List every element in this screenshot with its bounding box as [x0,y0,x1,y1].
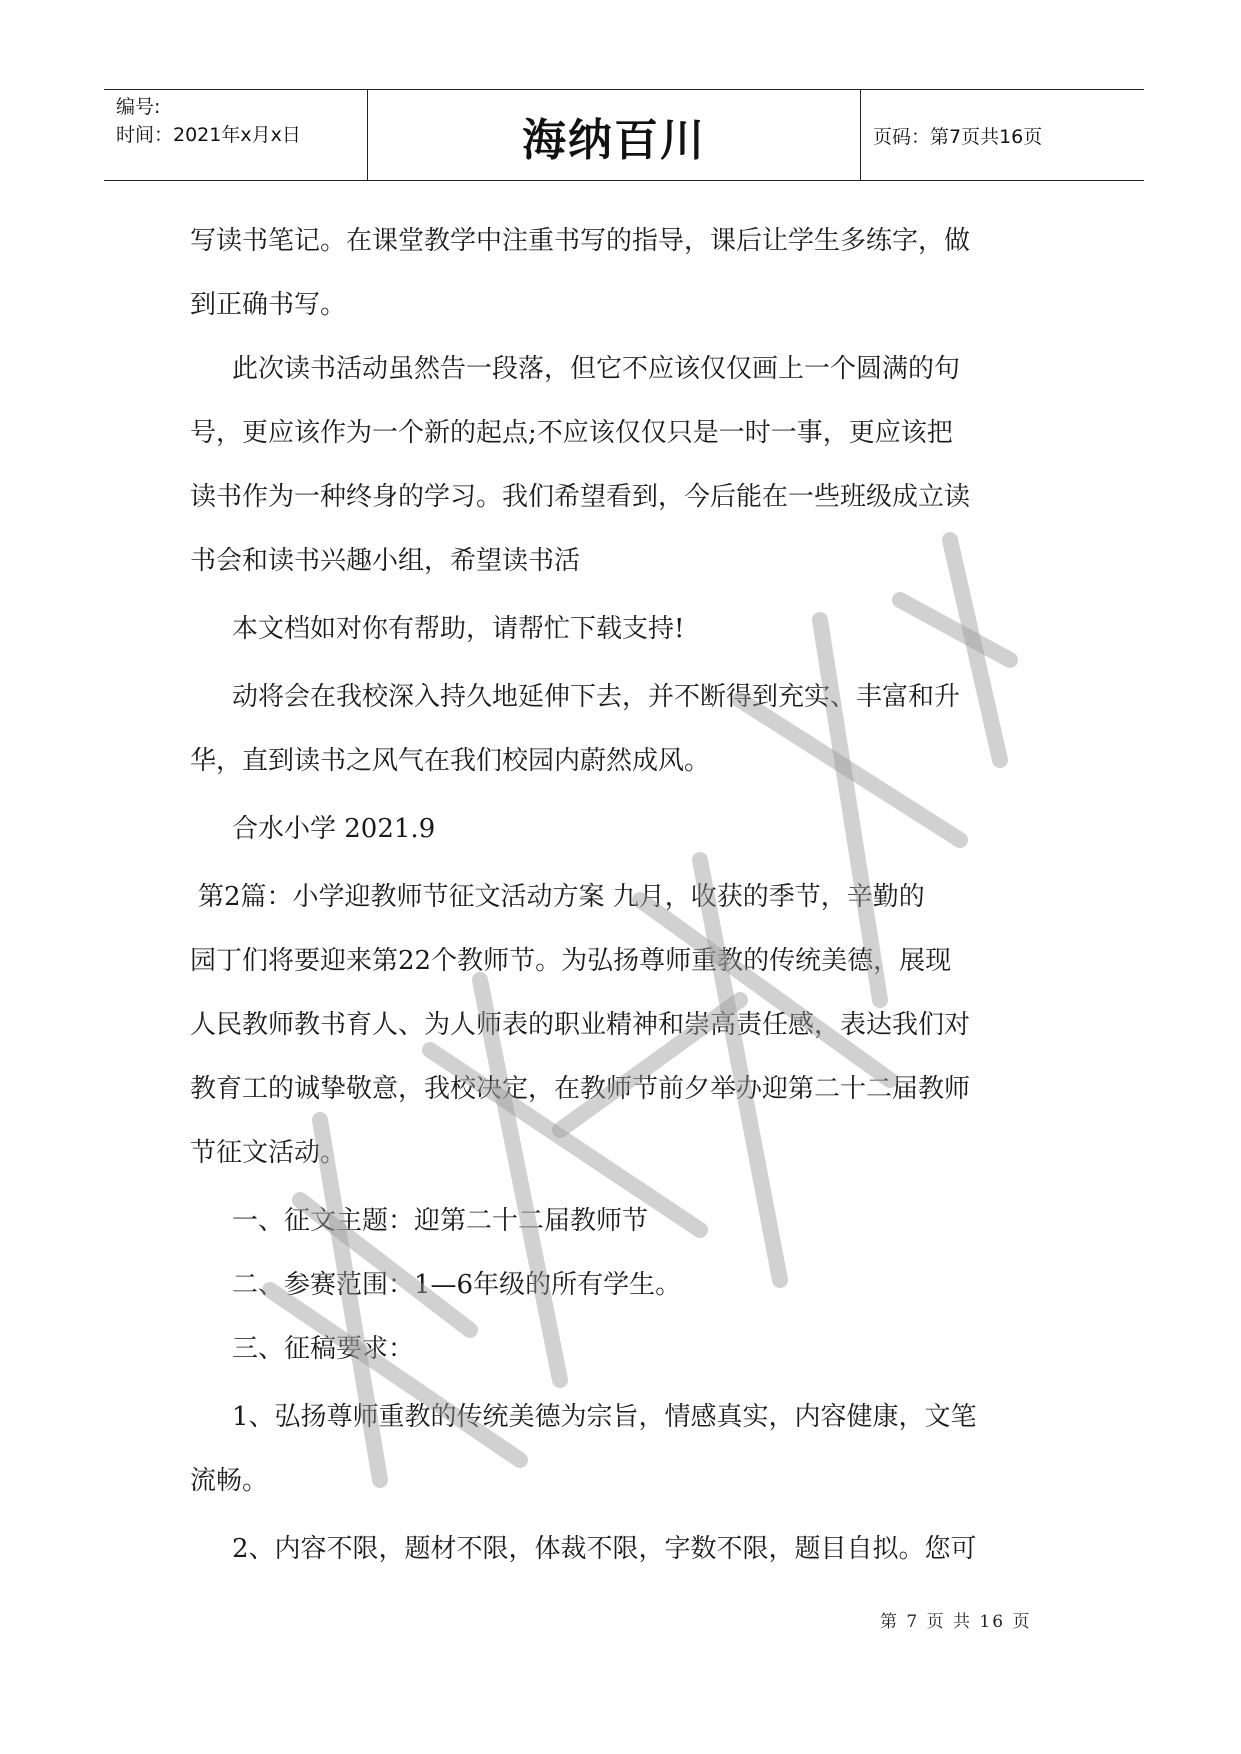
body-line: 教育工的诚挚敬意，我校决定，在教师节前夕举办迎第二十二届教师 [190,1074,971,1104]
body-line: 此次读书活动虽然告一段落，但它不应该仅仅画上一个圆满的句 [232,354,961,384]
body-line: 园丁们将要迎来第22个教师节。为弘扬尊师重教的传统美德，展现 [190,946,952,976]
body-line: 一、征文主题：迎第二十二届教师节 [232,1206,649,1236]
download-notice: 本文档如对你有帮助，请帮忙下载支持! [232,614,685,644]
body-line: 号，更应该作为一个新的起点;不应该仅仅只是一时一事，更应该把 [190,418,953,448]
body-line: 书会和读书兴趣小组，希望读书活 [190,546,581,576]
body-line: 人民教师教书育人、为人师表的职业精神和崇高责任感，表达我们对 [190,1010,971,1040]
body-line: 三、征稿要求： [232,1334,415,1364]
body-line: 1、弘扬尊师重教的传统美德为宗旨，情感真实，内容健康，文笔 [232,1402,977,1432]
body-line: 二、参赛范围：1—6年级的所有学生。 [232,1270,682,1300]
brand-title: 海纳百川 [522,115,706,166]
body-line: 流畅。 [190,1466,269,1496]
body-line: 读书作为一种终身的学习。我们希望看到，今后能在一些班级成立读 [190,482,971,512]
page-footer: 第 7 页 共 16 页 [880,1612,1032,1632]
document-date-label: 时间：2021年x月x日 [116,124,301,146]
header-page-number: 页码：第7页共16页 [873,126,1043,148]
document-number-label: 编号: [116,96,161,118]
body-line: 写读书笔记。在课堂教学中注重书写的指导，课后让学生多练字，做 [190,226,971,256]
body-line: 到正确书写。 [190,290,347,320]
signature-line: 合水小学 2021.9 [232,814,436,844]
body-line: 动将会在我校深入持久地延伸下去，并不断得到充实、丰富和升 [232,682,961,712]
body-line: 华，直到读书之风气在我们校园内蔚然成风。 [190,746,711,776]
body-line: 2、内容不限，题材不限，体裁不限，字数不限，题目自拟。您可 [232,1534,977,1564]
section-heading: 第2篇：小学迎教师节征文活动方案 九月，收获的季节，辛勤的 [198,882,925,912]
body-line: 节征文活动。 [190,1138,347,1168]
